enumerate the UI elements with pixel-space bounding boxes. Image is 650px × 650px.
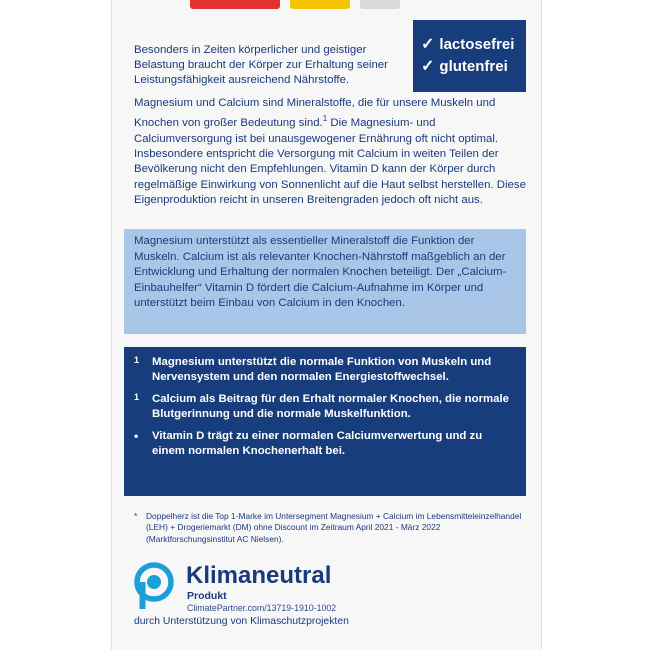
claim-mark: 1 (134, 391, 140, 402)
claim-text: Vitamin D trägt zu einer normalen Calciumverwertung und zu einem normalen Knochenerhalt bei. (152, 429, 483, 458)
highlight-box (124, 229, 526, 334)
claim-text: Calcium als Beitrag für den Erhalt normaler Knochen, die normale Blutgerinnung und die normale Muskelfunktion. (152, 392, 509, 421)
top-print-strip (190, 0, 480, 14)
claim-text: Magnesium unterstützt die normale Funktion von Muskeln und Nervensystem und den normalen Energiestoffwechsel. (152, 356, 492, 384)
health-claims-box (124, 347, 526, 496)
claim-item (134, 429, 516, 460)
mineral-paragraph (134, 96, 526, 209)
red-print-mark (190, 0, 280, 9)
footnote-text: Doppelherz ist die Top 1-Marke im Untersegment Magnesium + Calcium im Lebensmitteleinzelhandel (LEH) + Drogeriemarkt (DM) ohne Discount im Zeitraum April 2021 - März 2022 (Marktforschungsinstitut AC Nielsen). (146, 511, 522, 544)
footnote-mark: * (134, 511, 138, 521)
yellow-print-mark (290, 0, 350, 9)
checkmark-icon: ✓ (421, 58, 435, 75)
climate-neutral-icon (134, 562, 178, 610)
badge-label-gluten: glutenfrei (439, 58, 508, 75)
claim-item (134, 355, 516, 386)
checkmark-icon: ✓ (421, 36, 435, 53)
paragraph-part-1: Magnesium und Calcium sind Mineralstoffe, die für unsere Muskeln und Knochen von großer Bedeutung sind. (134, 97, 496, 130)
claim-mark: • (134, 428, 139, 443)
climate-support-text: durch Unterstützung von Klimaschutzprojekten (134, 616, 349, 627)
free-from-badge (413, 20, 526, 92)
climate-neutral-title: Klimaneutral (186, 562, 332, 589)
claim-mark: 1 (134, 355, 140, 365)
footnote-ref: 1 (322, 114, 328, 124)
paragraph-part-2: Die Magnesium- und Calciumversorgung ist bei unausgewogener Ernährung oft nicht optimal. Insbesondere entspricht die Versorgung mit Calcium in weiten Teilen der Bevölkerung nicht den Empfehlungen. Vitamin D kann der Körper durch regelmäßige Einwirkung von Sonnenlicht auf die Haut selbst herstellen. Diese Eigenproduktion reicht in unseren Breitengraden jedoch oft nicht aus. (134, 117, 526, 207)
intro-text: Besonders in Zeiten körperlicher und geistiger Belastung braucht der Körper zur Erhaltung seiner Leistungsfähigkeit ausreichend Nährstoffe. (134, 44, 388, 87)
badge-item (421, 56, 526, 78)
badge-item (421, 34, 526, 56)
gray-print-mark (360, 0, 400, 9)
climate-neutral-subtitle: Produkt (187, 590, 227, 602)
badge-label-lactose: lactosefrei (439, 36, 515, 53)
climate-partner-url: ClimatePartner.com/13719-1910-1002 (187, 603, 337, 613)
footnote (134, 511, 526, 545)
claim-item (134, 392, 516, 423)
highlight-text: Magnesium unterstützt als essentieller Mineralstoff die Funktion der Muskeln. Calcium ist als relevanter Knochen-Nährstoff maßgeblich an der Entwicklung und Erhaltung der normalen Knochen beteiligt. Der „Calcium-Einbauhelfer“ Vitamin D fördert die Calcium-Aufnahme im Körper und unterstützt beim Einbau von Calcium in den Knochen. (134, 235, 507, 310)
